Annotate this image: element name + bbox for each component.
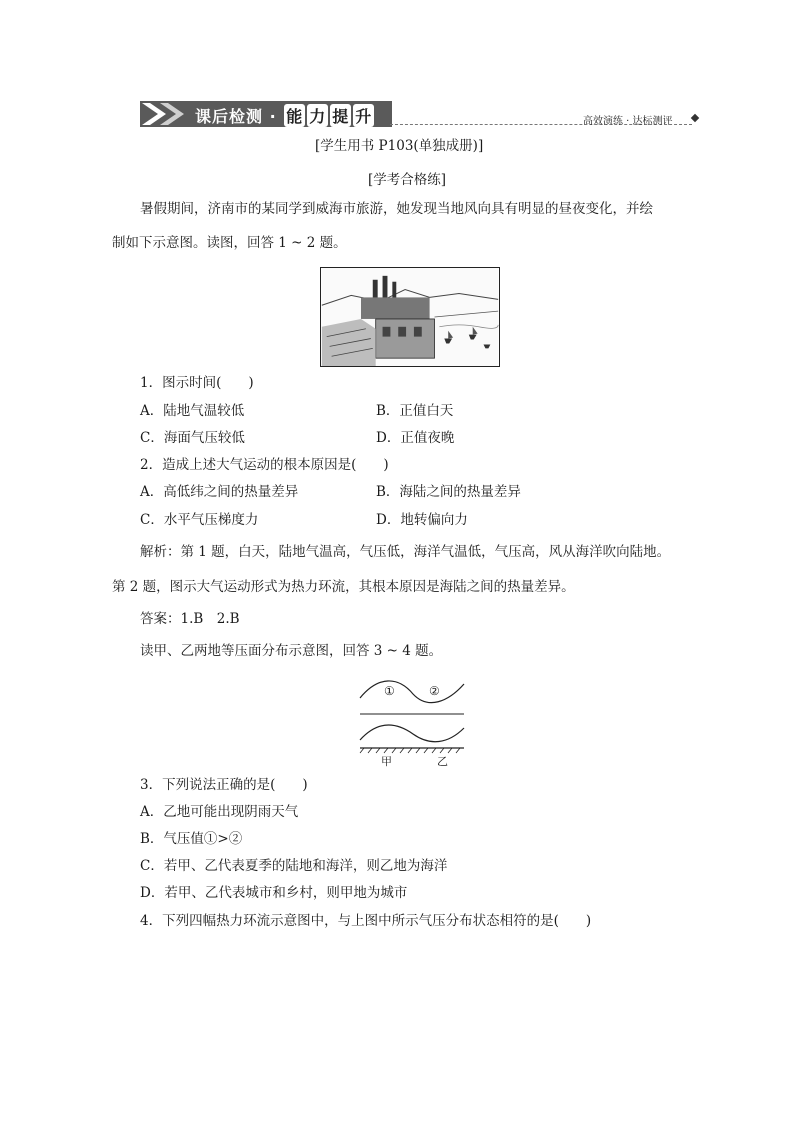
label-circle-2: ② <box>429 684 440 698</box>
label-circle-1: ① <box>384 684 395 698</box>
source-note: [学生用书 P103(单独成册)] <box>315 138 484 154</box>
banner-char-3: 提 <box>330 104 351 127</box>
analysis-line-1: 解析：第 1 题，白天，陆地气温高，气压低，海洋气温低，气压高，风从海洋吹向陆地。 <box>140 544 671 560</box>
intro-line-2: 制如下示意图。读图，回答 1 ~ 2 题。 <box>112 235 347 251</box>
q2-option-b: B．海陆之间的热量差异 <box>376 484 521 500</box>
q1-stem: 1．图示时间( ) <box>140 375 254 391</box>
lower-isobar-curve <box>360 725 464 742</box>
isobar-figure <box>358 678 470 770</box>
banner-title <box>195 104 375 127</box>
q2-option-d: D．地转偏向力 <box>376 512 468 528</box>
q3-option-c: C．若甲、乙代表夏季的陆地和海洋，则乙地为海洋 <box>140 858 448 874</box>
q1-option-a: A．陆地气温较低 <box>140 403 245 419</box>
intro-line-1: 暑假期间，济南市的某同学到威海市旅游，她发现当地风向具有明显的昼夜变化，并绘 <box>140 201 653 217</box>
header-right-tag: 高效演练 · 达标测评 <box>583 116 673 127</box>
section-title: [学考合格练] <box>368 172 447 188</box>
q3-option-a: A．乙地可能出现阴雨天气 <box>140 804 299 820</box>
diamond-icon <box>691 114 699 122</box>
answer: 答案：1.B 2.B <box>140 611 240 627</box>
q4-stem: 4．下列四幅热力环流示意图中，与上图中所示气压分布状态相符的是( ) <box>140 913 592 929</box>
q2-option-a: A．高低纬之间的热量差异 <box>140 484 299 500</box>
q3-option-d: D．若甲、乙代表城市和乡村，则甲地为城市 <box>140 885 408 901</box>
q1-option-c: C．海面气压较低 <box>140 430 245 446</box>
q2-option-c: C．水平气压梯度力 <box>140 512 259 528</box>
q2-stem: 2．造成上述大气运动的根本原因是( ) <box>140 457 389 473</box>
label-jia: 甲 <box>381 755 392 768</box>
analysis-line-2: 第 2 题，图示大气运动形式为热力环流，其根本原因是海陆之间的热量差异。 <box>112 579 575 595</box>
banner-char-1: 能 <box>284 104 305 127</box>
label-yi: 乙 <box>437 755 448 768</box>
upper-isobar-curve <box>360 681 464 703</box>
coastal-scene-illustration <box>320 267 500 367</box>
q3-option-b: B．气压值①>② <box>140 831 243 847</box>
q3-stem: 3．下列说法正确的是( ) <box>140 777 308 793</box>
banner-char-4: 升 <box>353 104 374 127</box>
banner-prefix: 课后检测 · <box>195 107 284 126</box>
intro-2: 读甲、乙两地等压面分布示意图，回答 3 ~ 4 题。 <box>140 643 443 659</box>
banner-char-2: 力 <box>307 104 328 127</box>
q1-option-b: B．正值白天 <box>376 403 454 419</box>
q1-option-d: D．正值夜晚 <box>376 430 455 446</box>
